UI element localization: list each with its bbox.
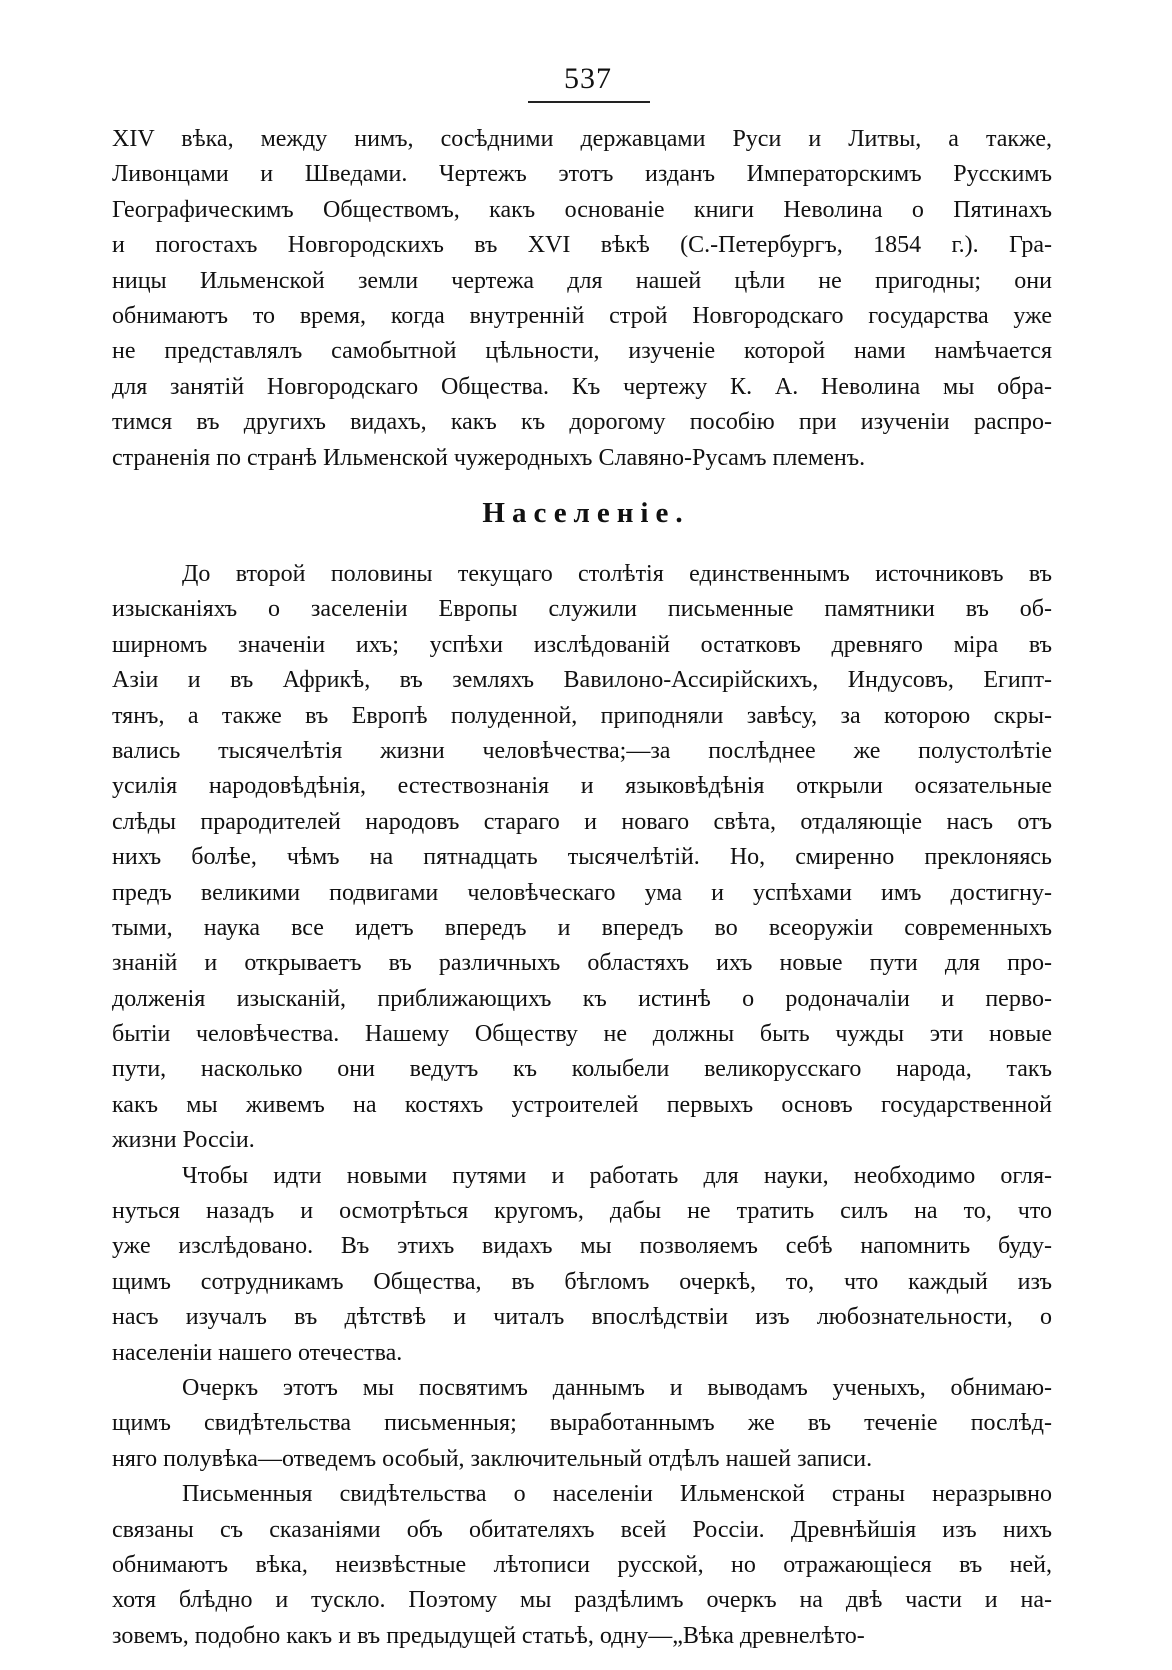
page-number: 537 <box>564 62 612 95</box>
text-line: Очеркъ этотъ мы посвятимъ даннымъ и выводамъ ученыхъ, обнимаю- <box>182 1374 1052 1401</box>
text-line: пути, насколько они ведутъ къ колыбели великорусскаго народа, такъ <box>112 1056 1052 1083</box>
text-line: знаній и открываетъ въ различныхъ областяхъ ихъ новые пути для про- <box>112 950 1052 977</box>
text-line: щимъ сотрудникамъ Общества, въ бѣгломъ очеркѣ, то, что каждый изъ <box>112 1268 1052 1295</box>
text-line: тыми, наука все идетъ впередъ и впередъ во всеоружіи современныхъ <box>112 914 1052 941</box>
text-line: вались тысячелѣтія жизни человѣчества;—за послѣднее же полустолѣтіе <box>112 737 1052 764</box>
text-line: страненія по странѣ Ильменской чужеродныхъ Славяно-Русамъ племенъ. <box>112 444 866 471</box>
text-line: уже изслѣдовано. Въ этихъ видахъ мы позволяемъ себѣ напомнить буду- <box>112 1233 1052 1260</box>
page-number-rule <box>528 101 650 103</box>
text-line: ницы Ильменской земли чертежа для нашей цѣли не пригодны; они <box>112 267 1052 294</box>
text-line: слѣды прародителей народовъ стараго и новаго свѣта, отдаляющіе насъ отъ <box>112 808 1052 835</box>
text-line: изысканіяхъ о заселеніи Европы служили письменные памятники въ об- <box>112 596 1052 623</box>
text-line: жизни Россіи. <box>112 1127 255 1154</box>
text-line: обнимаютъ вѣка, неизвѣстные лѣтописи русской, но отражающіеся въ ней, <box>112 1551 1052 1578</box>
text-line: бытіи человѣчества. Нашему Обществу не должны быть чужды эти новые <box>112 1021 1052 1048</box>
text-line: няго полувѣка—отведемъ особый, заключительный отдѣлъ нашей записи. <box>112 1445 873 1472</box>
text-line: долженія изысканій, приближающихъ къ истинѣ о родоначаліи и перво- <box>112 985 1052 1012</box>
text-line: обнимаютъ то время, когда внутренній строй Новгородскаго государства уже <box>112 302 1052 329</box>
text-line: населеніи нашего отечества. <box>112 1339 403 1366</box>
text-line: Географическимъ Обществомъ, какъ основаніе книги Неволина о Пятинахъ <box>112 196 1052 223</box>
text-line: Ливонцами и Шведами. Чертежъ этотъ изданъ Императорскимъ Русскимъ <box>112 161 1052 188</box>
section-body <box>112 557 1052 1654</box>
text-line: связаны съ сказаніями объ обитателяхъ всей Россіи. Древнѣйшія изъ нихъ <box>112 1516 1052 1543</box>
text-line: какъ мы живемъ на костяхъ устроителей первыхъ основъ государственной <box>112 1091 1052 1118</box>
text-line: нуться назадъ и осмотрѣться кругомъ, дабы не тратить силъ на то, что <box>112 1198 1052 1225</box>
text-line: До второй половины текущаго столѣтія единственнымъ источниковъ въ <box>182 561 1052 587</box>
text-line: хотя блѣдно и тускло. Поэтому мы раздѣлимъ очеркъ на двѣ части и на- <box>112 1587 1052 1614</box>
text-line: тимся въ другихъ видахъ, какъ къ дорогому пособію при изученіи распро- <box>112 409 1052 436</box>
text-line: для занятій Новгородскаго Общества. Къ чертежу К. А. Неволина мы обра- <box>112 373 1052 400</box>
text-line: и погостахъ Новгородскихъ въ XVI вѣкѣ (С.-Петербургъ, 1854 г.). Гра- <box>112 232 1052 259</box>
text-line: не представлялъ самобытной цѣльности, изученіе которой нами намѣчается <box>112 338 1052 365</box>
text-line: Азіи и въ Африкѣ, въ земляхъ Вавилоно-Ассирійскихъ, Индусовъ, Египт- <box>112 667 1052 694</box>
text-line: предъ великими подвигами человѣческаго ума и успѣхами имъ достигну- <box>112 879 1052 906</box>
section-heading: Населеніе. <box>482 497 690 529</box>
text-line: тянъ, а также въ Европѣ полуденной, приподняли завѣсу, за которою скры- <box>112 702 1052 729</box>
text-line: насъ изучалъ въ дѣтствѣ и читалъ впослѣдствіи изъ любознательности, о <box>112 1304 1052 1331</box>
text-line: нихъ болѣе, чѣмъ на пятнадцать тысячелѣтій. Но, смиренно преклоняясь <box>112 844 1052 871</box>
text-line: зовемъ, подобно какъ и въ предыдущей статьѣ, одну—„Вѣка древнелѣто- <box>112 1622 865 1649</box>
text-line: Письменныя свидѣтельства о населеніи Ильменской страны неразрывно <box>182 1481 1052 1508</box>
text-line: Чтобы идти новыми путями и работать для науки, необходимо огля- <box>182 1162 1052 1189</box>
intro-paragraph <box>112 122 1052 476</box>
text-line: щимъ свидѣтельства письменныя; выработаннымъ же въ теченіе послѣд- <box>112 1410 1052 1437</box>
text-line: XIV вѣка, между нимъ, сосѣдними державцами Руси и Литвы, а также, <box>112 126 1052 152</box>
text-line: усилія народовѣдѣнія, естествознанія и языковѣдѣнія открыли осязательные <box>112 773 1052 800</box>
text-line: ширномъ значеніи ихъ; успѣхи изслѣдованій остатковъ древняго міра въ <box>112 631 1052 658</box>
